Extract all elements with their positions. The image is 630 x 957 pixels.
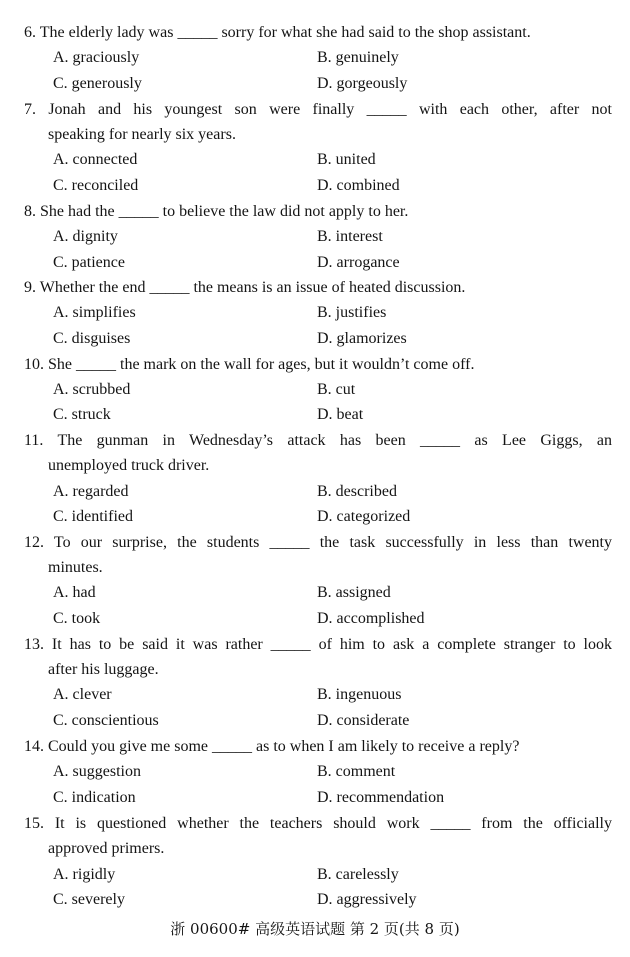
question-stem-line1: 15. It is questioned whether the teachers should work _____ from the officially <box>24 815 612 832</box>
option-c: C. indication <box>53 789 136 806</box>
option-b: B. carelessly <box>317 866 399 883</box>
option-b: B. united <box>317 151 376 168</box>
question-stem-line1: 7. Jonah and his youngest son were finally _____ with each other, after not <box>24 101 612 118</box>
option-c: C. conscientious <box>53 712 159 729</box>
option-c: C. reconciled <box>53 177 139 194</box>
option-c: C. severely <box>53 891 125 908</box>
option-a: A. rigidly <box>53 866 116 883</box>
question-stem-line2: speaking for nearly six years. <box>48 126 236 143</box>
option-b: B. described <box>317 483 397 500</box>
option-c: C. generously <box>53 75 142 92</box>
question-stem-line2: minutes. <box>48 559 103 576</box>
option-b: B. genuinely <box>317 49 399 66</box>
option-c: C. identified <box>53 508 133 525</box>
option-d: D. glamorizes <box>317 330 407 347</box>
question-stem-line2: approved primers. <box>48 840 165 857</box>
option-a: A. had <box>53 584 96 601</box>
option-a: A. connected <box>53 151 138 168</box>
question-stem-line2: after his luggage. <box>48 661 159 678</box>
option-c: C. struck <box>53 406 111 423</box>
question-stem: 10. She _____ the mark on the wall for ages, but it wouldn’t come off. <box>24 356 475 373</box>
option-d: D. beat <box>317 406 364 423</box>
option-d: D. accomplished <box>317 610 425 627</box>
option-a: A. graciously <box>53 49 140 66</box>
option-b: B. justifies <box>317 304 387 321</box>
question-stem-line2: unemployed truck driver. <box>48 457 210 474</box>
option-d: D. recommendation <box>317 789 445 806</box>
option-d: D. aggressively <box>317 891 417 908</box>
option-b: B. comment <box>317 763 396 780</box>
option-b: B. interest <box>317 228 383 245</box>
option-c: C. disguises <box>53 330 131 347</box>
option-a: A. dignity <box>53 228 118 245</box>
option-a: A. clever <box>53 686 112 703</box>
question-stem: 6. The elderly lady was _____ sorry for what she had said to the shop assistant. <box>24 24 531 41</box>
question-stem-line1: 13. It has to be said it was rather _____ of him to ask a complete stranger to look <box>24 636 612 653</box>
option-a: A. simplifies <box>53 304 136 321</box>
option-d: D. categorized <box>317 508 411 525</box>
option-d: D. combined <box>317 177 400 194</box>
option-b: B. ingenuous <box>317 686 402 703</box>
question-stem: 8. She had the _____ to believe the law did not apply to her. <box>24 203 409 220</box>
option-d: D. gorgeously <box>317 75 408 92</box>
option-a: A. regarded <box>53 483 129 500</box>
option-b: B. cut <box>317 381 356 398</box>
option-c: C. patience <box>53 254 125 271</box>
question-stem: 9. Whether the end _____ the means is an issue of heated discussion. <box>24 279 466 296</box>
option-d: D. arrogance <box>317 254 400 271</box>
page-footer: 浙 00600# 高级英语试题 第 2 页(共 8 页) <box>170 920 460 938</box>
question-stem: 14. Could you give me some _____ as to when I am likely to receive a reply? <box>24 738 520 755</box>
question-stem-line1: 12. To our surprise, the students _____ the task successfully in less than twenty <box>24 534 612 551</box>
option-a: A. scrubbed <box>53 381 131 398</box>
option-a: A. suggestion <box>53 763 141 780</box>
option-b: B. assigned <box>317 584 391 601</box>
option-d: D. considerate <box>317 712 410 729</box>
question-stem-line1: 11. The gunman in Wednesday’s attack has been _____ as Lee Giggs, an <box>24 432 612 449</box>
option-c: C. took <box>53 610 101 627</box>
